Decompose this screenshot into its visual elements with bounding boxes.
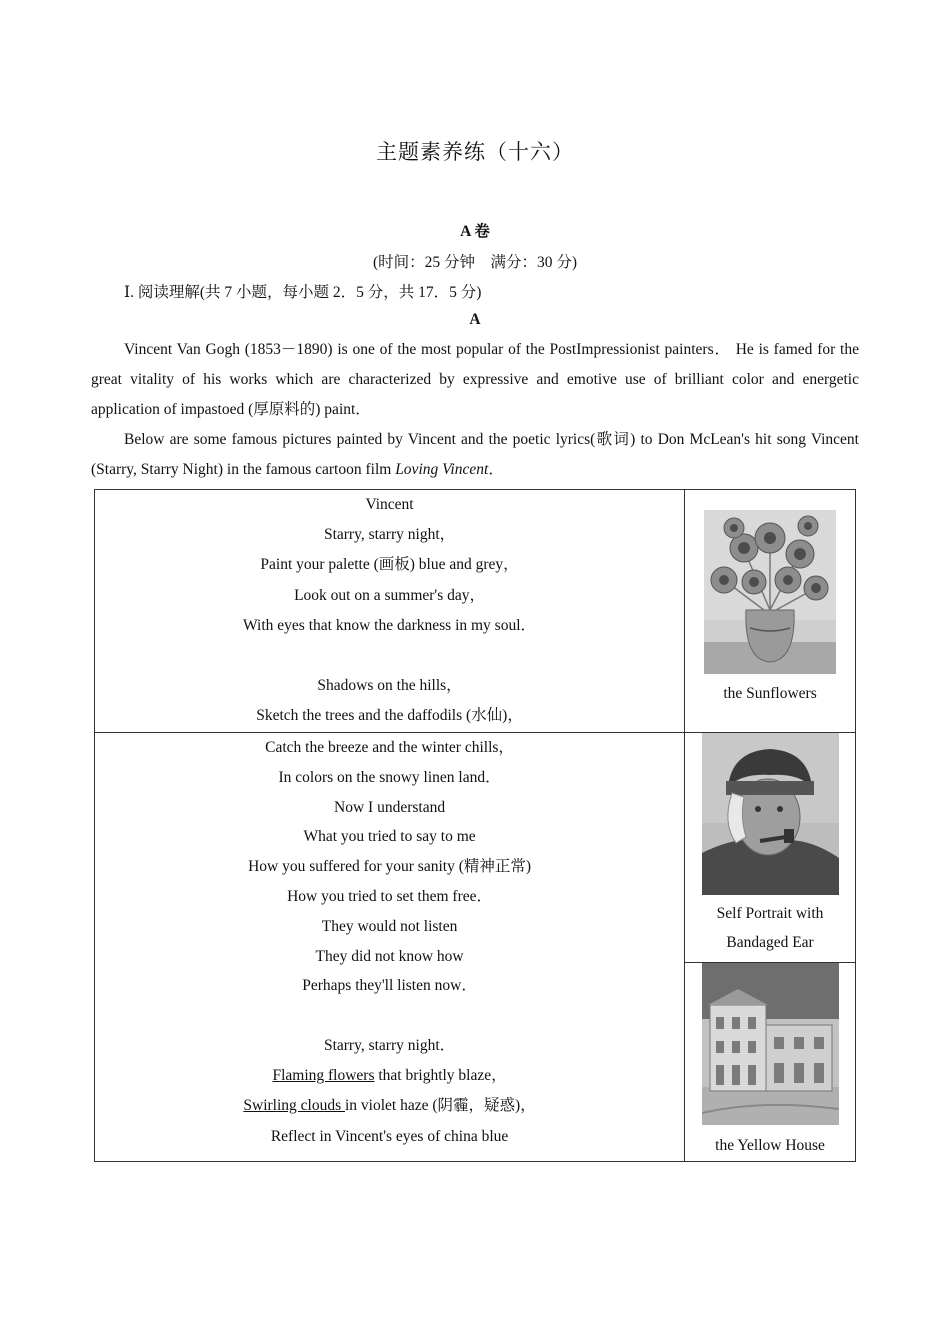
underlined-phrase: Swirling clouds — [243, 1097, 345, 1115]
sunflowers-cell — [685, 490, 856, 733]
lyric-line: Reflect in Vincent's eyes of china blue — [270, 1127, 509, 1145]
lyric-line: Now I understand — [334, 798, 446, 816]
house-caption: the Yellow House — [715, 1136, 825, 1154]
portrait-caption-2: Bandaged Ear — [726, 934, 814, 951]
time-info: (时间：25 分钟 满分：30 分) — [372, 254, 578, 271]
lyrics-cell-2 — [95, 733, 685, 1162]
lyric-line: Starry, starry night， — [323, 526, 456, 544]
lyric-blank — [95, 641, 684, 671]
lyric-line: With eyes that know the darkness in my soul． — [243, 616, 537, 634]
intro-paragraph: Vincent Van Gogh (1853－1890) is one of the most popular of the PostImpressionist painters． He is famed for the great vitality of his works which are characterized by expressive and emotive use of brilliant color and energetic application of impastoed (厚原料的) paint． — [91, 341, 859, 418]
sunflowers-painting — [704, 510, 836, 674]
section-heading: Ⅰ. 阅读理解(共 7 小题，每小题 2．5 分，共 17．5 分) — [124, 284, 482, 301]
lyric-line: Shadows on the hills， — [317, 677, 462, 695]
lyric-line: What you tried to say to me — [303, 828, 476, 846]
second-paragraph — [91, 425, 859, 485]
lyric-line: Starry, starry night． — [323, 1036, 456, 1054]
lyric-line: How you tried to set them free． — [287, 887, 492, 905]
underlined-phrase: Flaming flowers — [272, 1067, 375, 1085]
page-title: 主题素养练（十六） — [376, 140, 574, 164]
lyric-line: Sketch the trees and the daffodils (水仙)， — [256, 707, 523, 725]
yellow-house-painting — [702, 963, 839, 1125]
lyric-blank — [95, 1001, 684, 1031]
lyric-rest: that brightly blaze， — [374, 1067, 507, 1085]
lyric-line: How you suffered for your sanity (精神正常) — [248, 858, 532, 876]
second-paragraph-text: Below are some famous pictures painted by Vincent and the poetic lyrics(歌词) to Don McLean's hit song Vincent (Starry, Starry Night) in the famous cartoon film — [91, 431, 859, 478]
lyric-line-swirling — [95, 1091, 684, 1121]
film-title: Loving Vincent — [395, 461, 489, 478]
lyric-line: Perhaps they'll listen now． — [302, 977, 477, 995]
portrait-caption-1: Self Portrait with — [716, 905, 824, 922]
lyric-line: Vincent — [365, 496, 414, 513]
paper-label: A 卷 — [460, 223, 490, 240]
lyrics-table — [94, 489, 856, 1162]
self-portrait-painting — [702, 733, 839, 895]
lyric-line: They would not listen — [321, 917, 458, 935]
house-cell — [685, 962, 856, 1161]
lyric-line: Look out on a summer's day， — [294, 586, 485, 604]
lyric-line: Paint your palette (画板) blue and grey， — [260, 556, 519, 574]
lyric-line-flaming — [95, 1061, 684, 1091]
lyric-line: Catch the breeze and the winter chills， — [265, 739, 514, 756]
lyric-rest: in violet haze (阴霾，疑惑)， — [345, 1097, 536, 1115]
lyrics-cell-1 — [95, 490, 685, 733]
film-title-end: ． — [488, 461, 504, 478]
portrait-cell — [685, 733, 856, 963]
passage-label: A — [469, 311, 481, 328]
sunflowers-caption: the Sunflowers — [723, 685, 817, 702]
lyric-line: They did not know how — [315, 947, 464, 965]
lyric-line: In colors on the snowy linen land． — [278, 768, 501, 786]
